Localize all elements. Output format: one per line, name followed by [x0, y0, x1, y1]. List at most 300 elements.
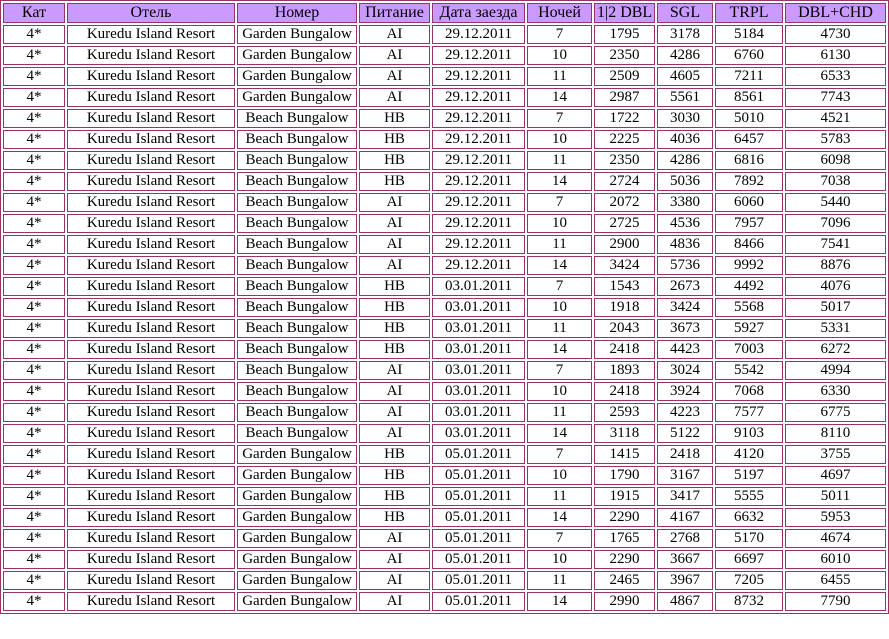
cell-trpl: 8466 [715, 235, 783, 254]
cell-sgl: 2418 [657, 445, 713, 464]
cell-dblchd: 4076 [785, 277, 886, 296]
cell-cat: 4* [3, 403, 65, 422]
cell-trpl: 5555 [715, 487, 783, 506]
cell-date: 05.01.2011 [432, 466, 525, 485]
cell-cat: 4* [3, 361, 65, 380]
cell-sgl: 5561 [657, 88, 713, 107]
cell-room: Garden Bungalow [237, 508, 357, 527]
cell-trpl: 5197 [715, 466, 783, 485]
cell-cat: 4* [3, 130, 65, 149]
cell-date: 05.01.2011 [432, 445, 525, 464]
cell-nights: 10 [527, 382, 592, 401]
cell-dblchd: 7096 [785, 214, 886, 233]
cell-room: Garden Bungalow [237, 46, 357, 65]
cell-cat: 4* [3, 340, 65, 359]
cell-sgl: 4836 [657, 235, 713, 254]
table-row [3, 445, 886, 464]
cell-hotel: Kuredu Island Resort [67, 151, 235, 170]
cell-room: Beach Bungalow [237, 193, 357, 212]
table-row [3, 298, 886, 317]
cell-cat: 4* [3, 445, 65, 464]
cell-date: 05.01.2011 [432, 529, 525, 548]
cell-nights: 7 [527, 109, 592, 128]
cell-hotel: Kuredu Island Resort [67, 67, 235, 86]
cell-dblchd: 7790 [785, 592, 886, 611]
table-row [3, 550, 886, 569]
cell-nights: 14 [527, 88, 592, 107]
cell-meal: HB [359, 508, 430, 527]
cell-trpl: 5184 [715, 25, 783, 44]
table-row [3, 319, 886, 338]
column-header-dbl-chd: DBL+CHD [785, 3, 886, 23]
cell-dblchd: 4674 [785, 529, 886, 548]
cell-sgl: 3667 [657, 550, 713, 569]
cell-dblchd: 4697 [785, 466, 886, 485]
table-row [3, 256, 886, 275]
cell-hotel: Kuredu Island Resort [67, 424, 235, 443]
cell-meal: AI [359, 256, 430, 275]
cell-meal: HB [359, 151, 430, 170]
cell-dblchd: 8110 [785, 424, 886, 443]
cell-trpl: 5542 [715, 361, 783, 380]
cell-cat: 4* [3, 319, 65, 338]
cell-meal: HB [359, 277, 430, 296]
cell-meal: HB [359, 172, 430, 191]
cell-dbl: 2072 [594, 193, 655, 212]
cell-dbl: 1790 [594, 466, 655, 485]
cell-dblchd: 5440 [785, 193, 886, 212]
cell-dbl: 1765 [594, 529, 655, 548]
header-row [3, 3, 886, 23]
column-header-arrival-date: Дата заезда [432, 3, 525, 23]
table-row [3, 277, 886, 296]
table-row [3, 172, 886, 191]
cell-nights: 7 [527, 361, 592, 380]
cell-dbl: 1795 [594, 25, 655, 44]
cell-room: Garden Bungalow [237, 466, 357, 485]
cell-meal: HB [359, 109, 430, 128]
column-header-room: Номер [237, 3, 357, 23]
cell-trpl: 5010 [715, 109, 783, 128]
cell-date: 03.01.2011 [432, 424, 525, 443]
cell-dblchd: 6272 [785, 340, 886, 359]
cell-nights: 10 [527, 214, 592, 233]
cell-hotel: Kuredu Island Resort [67, 529, 235, 548]
cell-sgl: 4867 [657, 592, 713, 611]
cell-cat: 4* [3, 109, 65, 128]
cell-hotel: Kuredu Island Resort [67, 46, 235, 65]
table-body [3, 25, 886, 611]
cell-room: Beach Bungalow [237, 130, 357, 149]
cell-cat: 4* [3, 382, 65, 401]
cell-trpl: 5927 [715, 319, 783, 338]
cell-dbl: 2465 [594, 571, 655, 590]
cell-cat: 4* [3, 466, 65, 485]
cell-nights: 7 [527, 277, 592, 296]
cell-meal: AI [359, 67, 430, 86]
table-row [3, 487, 886, 506]
cell-trpl: 5568 [715, 298, 783, 317]
table-row [3, 214, 886, 233]
cell-meal: AI [359, 46, 430, 65]
cell-trpl: 6760 [715, 46, 783, 65]
cell-cat: 4* [3, 172, 65, 191]
cell-hotel: Kuredu Island Resort [67, 550, 235, 569]
cell-hotel: Kuredu Island Resort [67, 256, 235, 275]
cell-hotel: Kuredu Island Resort [67, 445, 235, 464]
cell-trpl: 4492 [715, 277, 783, 296]
cell-trpl: 9992 [715, 256, 783, 275]
cell-date: 03.01.2011 [432, 277, 525, 296]
cell-room: Beach Bungalow [237, 319, 357, 338]
cell-trpl: 7211 [715, 67, 783, 86]
cell-date: 29.12.2011 [432, 214, 525, 233]
cell-trpl: 7003 [715, 340, 783, 359]
cell-room: Beach Bungalow [237, 340, 357, 359]
cell-date: 05.01.2011 [432, 592, 525, 611]
cell-cat: 4* [3, 25, 65, 44]
column-header-dbl: 1|2 DBL [594, 3, 655, 23]
cell-meal: AI [359, 529, 430, 548]
cell-cat: 4* [3, 508, 65, 527]
cell-trpl: 8732 [715, 592, 783, 611]
cell-dblchd: 6775 [785, 403, 886, 422]
cell-nights: 11 [527, 67, 592, 86]
cell-dbl: 2725 [594, 214, 655, 233]
cell-sgl: 5736 [657, 256, 713, 275]
cell-nights: 10 [527, 550, 592, 569]
cell-date: 03.01.2011 [432, 361, 525, 380]
cell-nights: 10 [527, 298, 592, 317]
cell-date: 29.12.2011 [432, 172, 525, 191]
table-row [3, 151, 886, 170]
cell-room: Garden Bungalow [237, 529, 357, 548]
cell-sgl: 3030 [657, 109, 713, 128]
cell-dbl: 2350 [594, 46, 655, 65]
cell-sgl: 2768 [657, 529, 713, 548]
cell-trpl: 7957 [715, 214, 783, 233]
cell-trpl: 9103 [715, 424, 783, 443]
cell-trpl: 6060 [715, 193, 783, 212]
cell-dblchd: 5953 [785, 508, 886, 527]
cell-dbl: 1893 [594, 361, 655, 380]
cell-nights: 14 [527, 424, 592, 443]
cell-hotel: Kuredu Island Resort [67, 25, 235, 44]
cell-dblchd: 8876 [785, 256, 886, 275]
cell-date: 03.01.2011 [432, 403, 525, 422]
cell-dbl: 2990 [594, 592, 655, 611]
cell-room: Garden Bungalow [237, 487, 357, 506]
cell-room: Beach Bungalow [237, 172, 357, 191]
cell-cat: 4* [3, 424, 65, 443]
cell-room: Beach Bungalow [237, 424, 357, 443]
cell-trpl: 4120 [715, 445, 783, 464]
cell-date: 29.12.2011 [432, 235, 525, 254]
cell-cat: 4* [3, 214, 65, 233]
cell-date: 05.01.2011 [432, 487, 525, 506]
cell-room: Beach Bungalow [237, 403, 357, 422]
cell-hotel: Kuredu Island Resort [67, 172, 235, 191]
cell-dbl: 1915 [594, 487, 655, 506]
cell-date: 29.12.2011 [432, 256, 525, 275]
table-row [3, 67, 886, 86]
table-row [3, 46, 886, 65]
cell-nights: 10 [527, 46, 592, 65]
cell-cat: 4* [3, 550, 65, 569]
cell-dbl: 3118 [594, 424, 655, 443]
cell-nights: 14 [527, 508, 592, 527]
cell-dblchd: 5331 [785, 319, 886, 338]
cell-dbl: 2987 [594, 88, 655, 107]
cell-meal: AI [359, 235, 430, 254]
cell-sgl: 3673 [657, 319, 713, 338]
column-header-nights: Ночей [527, 3, 592, 23]
cell-nights: 14 [527, 172, 592, 191]
cell-cat: 4* [3, 571, 65, 590]
cell-sgl: 3380 [657, 193, 713, 212]
cell-sgl: 4536 [657, 214, 713, 233]
cell-meal: HB [359, 130, 430, 149]
cell-meal: AI [359, 550, 430, 569]
cell-dblchd: 6130 [785, 46, 886, 65]
cell-cat: 4* [3, 67, 65, 86]
cell-meal: HB [359, 466, 430, 485]
cell-dblchd: 6098 [785, 151, 886, 170]
cell-dbl: 2290 [594, 550, 655, 569]
cell-dbl: 1415 [594, 445, 655, 464]
cell-date: 05.01.2011 [432, 550, 525, 569]
cell-date: 05.01.2011 [432, 571, 525, 590]
cell-hotel: Kuredu Island Resort [67, 214, 235, 233]
cell-date: 03.01.2011 [432, 298, 525, 317]
cell-room: Garden Bungalow [237, 25, 357, 44]
cell-date: 29.12.2011 [432, 67, 525, 86]
cell-room: Beach Bungalow [237, 298, 357, 317]
cell-date: 03.01.2011 [432, 319, 525, 338]
cell-dblchd: 4994 [785, 361, 886, 380]
cell-sgl: 4167 [657, 508, 713, 527]
cell-room: Beach Bungalow [237, 214, 357, 233]
cell-cat: 4* [3, 256, 65, 275]
cell-meal: AI [359, 571, 430, 590]
cell-sgl: 3424 [657, 298, 713, 317]
table-row [3, 109, 886, 128]
cell-trpl: 8561 [715, 88, 783, 107]
cell-room: Beach Bungalow [237, 109, 357, 128]
cell-trpl: 6457 [715, 130, 783, 149]
cell-date: 29.12.2011 [432, 25, 525, 44]
cell-meal: HB [359, 340, 430, 359]
cell-sgl: 3178 [657, 25, 713, 44]
table-row [3, 25, 886, 44]
cell-hotel: Kuredu Island Resort [67, 235, 235, 254]
table-row [3, 193, 886, 212]
cell-hotel: Kuredu Island Resort [67, 277, 235, 296]
cell-date: 29.12.2011 [432, 88, 525, 107]
cell-room: Beach Bungalow [237, 277, 357, 296]
cell-dblchd: 5783 [785, 130, 886, 149]
cell-room: Beach Bungalow [237, 361, 357, 380]
cell-nights: 10 [527, 130, 592, 149]
cell-meal: AI [359, 25, 430, 44]
cell-trpl: 6697 [715, 550, 783, 569]
cell-sgl: 5036 [657, 172, 713, 191]
column-header-category: Кат [3, 3, 65, 23]
cell-date: 29.12.2011 [432, 130, 525, 149]
cell-dblchd: 6330 [785, 382, 886, 401]
cell-date: 03.01.2011 [432, 340, 525, 359]
cell-room: Garden Bungalow [237, 571, 357, 590]
cell-cat: 4* [3, 88, 65, 107]
cell-room: Beach Bungalow [237, 256, 357, 275]
cell-meal: AI [359, 382, 430, 401]
cell-hotel: Kuredu Island Resort [67, 130, 235, 149]
table-row [3, 424, 886, 443]
cell-cat: 4* [3, 46, 65, 65]
cell-cat: 4* [3, 193, 65, 212]
column-header-hotel: Отель [67, 3, 235, 23]
column-header-sgl: SGL [657, 3, 713, 23]
table-row [3, 130, 886, 149]
cell-nights: 14 [527, 592, 592, 611]
cell-hotel: Kuredu Island Resort [67, 361, 235, 380]
cell-dblchd: 5017 [785, 298, 886, 317]
column-header-trpl: TRPL [715, 3, 783, 23]
cell-trpl: 6632 [715, 508, 783, 527]
cell-nights: 11 [527, 571, 592, 590]
cell-sgl: 3167 [657, 466, 713, 485]
cell-trpl: 5170 [715, 529, 783, 548]
table-row [3, 88, 886, 107]
cell-dbl: 2350 [594, 151, 655, 170]
cell-nights: 14 [527, 340, 592, 359]
cell-date: 29.12.2011 [432, 193, 525, 212]
cell-dblchd: 7541 [785, 235, 886, 254]
cell-hotel: Kuredu Island Resort [67, 487, 235, 506]
cell-hotel: Kuredu Island Resort [67, 508, 235, 527]
table-row [3, 529, 886, 548]
cell-nights: 7 [527, 193, 592, 212]
cell-cat: 4* [3, 151, 65, 170]
cell-meal: HB [359, 319, 430, 338]
cell-room: Garden Bungalow [237, 88, 357, 107]
cell-hotel: Kuredu Island Resort [67, 193, 235, 212]
cell-sgl: 4423 [657, 340, 713, 359]
cell-sgl: 4286 [657, 151, 713, 170]
cell-hotel: Kuredu Island Resort [67, 403, 235, 422]
cell-hotel: Kuredu Island Resort [67, 88, 235, 107]
cell-room: Beach Bungalow [237, 235, 357, 254]
cell-trpl: 7577 [715, 403, 783, 422]
cell-dbl: 2900 [594, 235, 655, 254]
cell-hotel: Kuredu Island Resort [67, 382, 235, 401]
cell-room: Garden Bungalow [237, 550, 357, 569]
cell-nights: 7 [527, 25, 592, 44]
cell-nights: 11 [527, 151, 592, 170]
cell-dbl: 2593 [594, 403, 655, 422]
table-row [3, 235, 886, 254]
cell-sgl: 5122 [657, 424, 713, 443]
cell-meal: AI [359, 88, 430, 107]
cell-dblchd: 6455 [785, 571, 886, 590]
cell-date: 29.12.2011 [432, 109, 525, 128]
table-row [3, 571, 886, 590]
cell-sgl: 4286 [657, 46, 713, 65]
cell-hotel: Kuredu Island Resort [67, 592, 235, 611]
cell-sgl: 4605 [657, 67, 713, 86]
cell-dblchd: 6533 [785, 67, 886, 86]
cell-meal: AI [359, 214, 430, 233]
cell-hotel: Kuredu Island Resort [67, 298, 235, 317]
cell-date: 05.01.2011 [432, 508, 525, 527]
cell-dbl: 3424 [594, 256, 655, 275]
cell-trpl: 7205 [715, 571, 783, 590]
cell-nights: 7 [527, 529, 592, 548]
cell-nights: 11 [527, 487, 592, 506]
cell-dbl: 2418 [594, 382, 655, 401]
cell-dbl: 1918 [594, 298, 655, 317]
cell-room: Garden Bungalow [237, 592, 357, 611]
cell-hotel: Kuredu Island Resort [67, 466, 235, 485]
cell-sgl: 3924 [657, 382, 713, 401]
table-row [3, 592, 886, 611]
cell-dblchd: 5011 [785, 487, 886, 506]
cell-meal: AI [359, 403, 430, 422]
cell-room: Garden Bungalow [237, 445, 357, 464]
cell-nights: 11 [527, 319, 592, 338]
cell-sgl: 3417 [657, 487, 713, 506]
cell-dbl: 1543 [594, 277, 655, 296]
cell-room: Beach Bungalow [237, 382, 357, 401]
cell-date: 03.01.2011 [432, 382, 525, 401]
cell-nights: 14 [527, 256, 592, 275]
cell-dbl: 2724 [594, 172, 655, 191]
table-row [3, 466, 886, 485]
cell-date: 29.12.2011 [432, 151, 525, 170]
cell-room: Beach Bungalow [237, 151, 357, 170]
cell-cat: 4* [3, 235, 65, 254]
cell-cat: 4* [3, 277, 65, 296]
cell-trpl: 7068 [715, 382, 783, 401]
cell-meal: HB [359, 298, 430, 317]
cell-sgl: 3024 [657, 361, 713, 380]
cell-meal: AI [359, 193, 430, 212]
cell-nights: 10 [527, 466, 592, 485]
cell-dblchd: 4730 [785, 25, 886, 44]
cell-sgl: 3967 [657, 571, 713, 590]
cell-meal: AI [359, 424, 430, 443]
column-header-meal: Питание [359, 3, 430, 23]
cell-sgl: 4036 [657, 130, 713, 149]
cell-hotel: Kuredu Island Resort [67, 571, 235, 590]
table-row [3, 403, 886, 422]
cell-dbl: 2043 [594, 319, 655, 338]
table-row [3, 340, 886, 359]
cell-trpl: 6816 [715, 151, 783, 170]
cell-dbl: 2509 [594, 67, 655, 86]
cell-cat: 4* [3, 298, 65, 317]
cell-room: Garden Bungalow [237, 67, 357, 86]
cell-meal: HB [359, 487, 430, 506]
cell-meal: AI [359, 592, 430, 611]
cell-dbl: 2225 [594, 130, 655, 149]
cell-nights: 11 [527, 403, 592, 422]
cell-cat: 4* [3, 529, 65, 548]
table-row [3, 382, 886, 401]
cell-dblchd: 7038 [785, 172, 886, 191]
cell-dbl: 1722 [594, 109, 655, 128]
cell-dbl: 2290 [594, 508, 655, 527]
